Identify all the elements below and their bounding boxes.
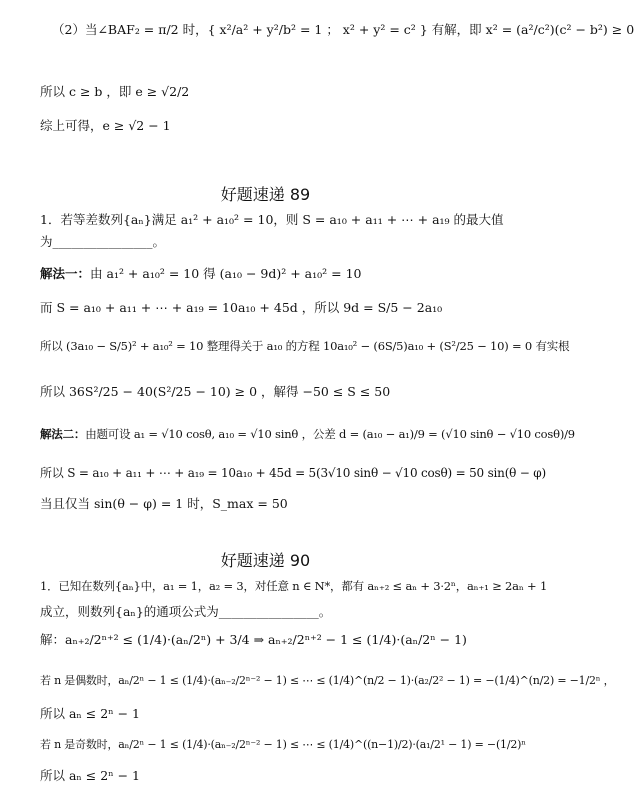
solution1-line-4: 所以 36S²/25 − 40(S²/25 − 10) ≥ 0 ，解得 −50 ≤ S ≤ 50 xyxy=(40,384,391,399)
q90-line-1: 1．已知在数列{aₙ}中，a₁ = 1，a₂ = 3，对任意 n ∈ N*，都有 aₙ₊₂ ≤ aₙ + 3·2ⁿ，aₙ₊₁ ≥ 2aₙ + 1 xyxy=(40,579,548,593)
solution1-text: 由 a₁² + a₁₀² = 10 得 (a₁₀ − 9d)² + a₁₀² = 10 xyxy=(90,266,362,281)
answer90-line-3: 所以 aₙ ≤ 2ⁿ − 1 xyxy=(40,706,140,721)
solution2-text: 由题可设 a₁ = √10 cosθ, a₁₀ = √10 sinθ ，公差 d = (a₁₀ − a₁)/9 = (√10 sinθ − √10 cosθ)/9 xyxy=(85,427,575,441)
section-90-title: 好题速递 90 xyxy=(220,551,311,570)
answer90-line-2: 若 n 是偶数时，aₙ/2ⁿ − 1 ≤ (1/4)·(aₙ₋₂/2ⁿ⁻² − 1) ≤ ⋯ ≤ (1/4)^(n/2 − 1)·(a₂/2² − 1) = −(1/4)^(n/2) = −1/2ⁿ ， xyxy=(40,674,615,687)
solution2-line-2: 所以 S = a₁₀ + a₁₁ + ⋯ + a₁₉ = 10a₁₀ + 45d = 5(3√10 sinθ − √10 cosθ) = 50 sin(θ − φ) xyxy=(40,466,546,480)
part1-line-2: 所以 c ≥ b ，即 e ≥ √2/2 xyxy=(40,84,190,99)
solution1-line-1 xyxy=(40,266,513,281)
q90-line-2: 成立，则数列{aₙ}的通项公式为________________。 xyxy=(40,604,332,619)
answer90-line-5: 所以 aₙ ≤ 2ⁿ − 1 xyxy=(40,768,140,783)
part1-line-3: 综上可得，e ≥ √2 − 1 xyxy=(40,118,171,133)
answer90-line-4: 若 n 是奇数时，aₙ/2ⁿ − 1 ≤ (1/4)·(aₙ₋₂/2ⁿ⁻² − 1) ≤ ⋯ ≤ (1/4)^((n−1)/2)·(a₁/2¹ − 1) = −(1/2)ⁿ xyxy=(40,738,526,751)
q89-line-2: 为________________。 xyxy=(40,234,166,249)
solution2-label: 解法二： xyxy=(40,427,86,441)
solution2-line-3: 当且仅当 sin(θ − φ) = 1 时，S_max = 50 xyxy=(40,496,288,511)
solution1-line-2: 而 S = a₁₀ + a₁₁ + ⋯ + a₁₉ = 10a₁₀ + 45d ，所以 9d = S/5 − 2a₁₀ xyxy=(40,300,443,315)
solution1-label: 解法一： xyxy=(40,266,91,281)
q89-line-1: 1．若等差数列{aₙ}满足 a₁² + a₁₀² = 10，则 S = a₁₀ + a₁₁ + ⋯ + a₁₉ 的最大值 xyxy=(40,212,504,227)
solution1-line-3: 所以 (3a₁₀ − S/5)² + a₁₀² = 10 整理得关于 a₁₀ 的方程 10a₁₀² − (6S/5)a₁₀ + (S²/25 − 10) = 0 有实根 xyxy=(40,339,570,353)
part1-line-1: （2）当∠BAF₂ = π/2 时，{ x²/a² + y²/b² = 1 ； x² + y² = c² } 有解，即 x² = (a²/c²)(c² − b²) ≥ 0 xyxy=(52,22,634,37)
answer90-line-1: 解：aₙ₊₂/2ⁿ⁺² ≤ (1/4)·(aₙ/2ⁿ) + 3/4 ⇒ aₙ₊₂/2ⁿ⁺² − 1 ≤ (1/4)·(aₙ/2ⁿ − 1) xyxy=(40,632,467,647)
section-89-title: 好题速递 89 xyxy=(220,185,311,204)
solution2-line-1 xyxy=(40,427,575,442)
